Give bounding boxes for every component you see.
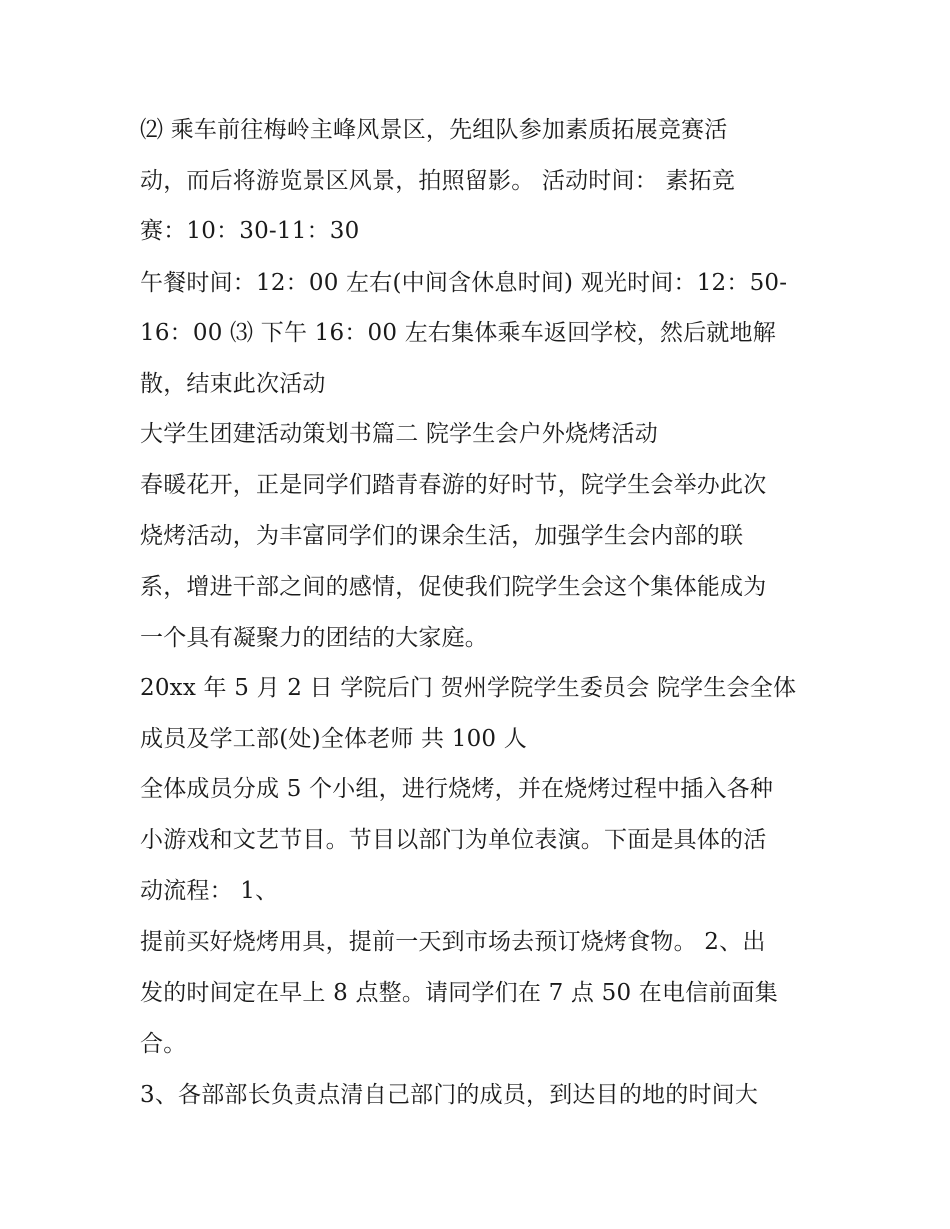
text-line: 20xx 年 5 月 2 日 学院后门 贺州学院学生委员会 院学生会全体 — [140, 675, 797, 701]
text-line: 春暖花开，正是同学们踏青春游的好时节，院学生会举办此次 — [140, 472, 767, 498]
text-line: ⑵ 乘车前往梅岭主峰风景区，先组队参加素质拓展竞赛活 — [140, 117, 728, 143]
text-line: 成员及学工部(处)全体老师 共 100 人 — [140, 726, 527, 752]
text-line: 烧烤活动，为丰富同学们的课余生活，加强学生会内部的联 — [140, 523, 744, 549]
text-line: 小游戏和文艺节目。节目以部门为单位表演。下面是具体的活 — [140, 827, 767, 853]
text-line: 一个具有凝聚力的团结的大家庭。 — [140, 625, 488, 651]
text-line: 合。 — [140, 1031, 187, 1057]
text-line: 提前买好烧烤用具，提前一天到市场去预订烧烤食物。 2、出 — [140, 929, 766, 955]
text-line: 发的时间定在早上 8 点整。请同学们在 7 点 50 在电信前面集 — [140, 980, 778, 1006]
text-line: 系，增进干部之间的感情，促使我们院学生会这个集体能成为 — [140, 574, 767, 600]
text-line: 散，结束此次活动 — [140, 371, 326, 397]
text-line: 16：00 ⑶ 下午 16：00 左右集体乘车返回学校，然后就地解 — [140, 320, 776, 346]
section-heading: 大学生团建活动策划书篇二 院学生会户外烧烤活动 — [140, 421, 658, 447]
text-line: 全体成员分成 5 个小组，进行烧烤，并在烧烤过程中插入各种 — [140, 776, 774, 802]
text-line: 午餐时间：12：00 左右(中间含休息时间) 观光时间：12：50- — [140, 270, 788, 296]
text-line: 赛：10：30-11：30 — [140, 218, 360, 244]
text-line: 动流程： 1、 — [140, 878, 279, 904]
text-line: 动，而后将游览景区风景，拍照留影。 活动时间： 素拓竞 — [140, 168, 736, 194]
text-line: 3、各部部长负责点清自己部门的成员，到达目的地的时间大 — [140, 1082, 759, 1108]
